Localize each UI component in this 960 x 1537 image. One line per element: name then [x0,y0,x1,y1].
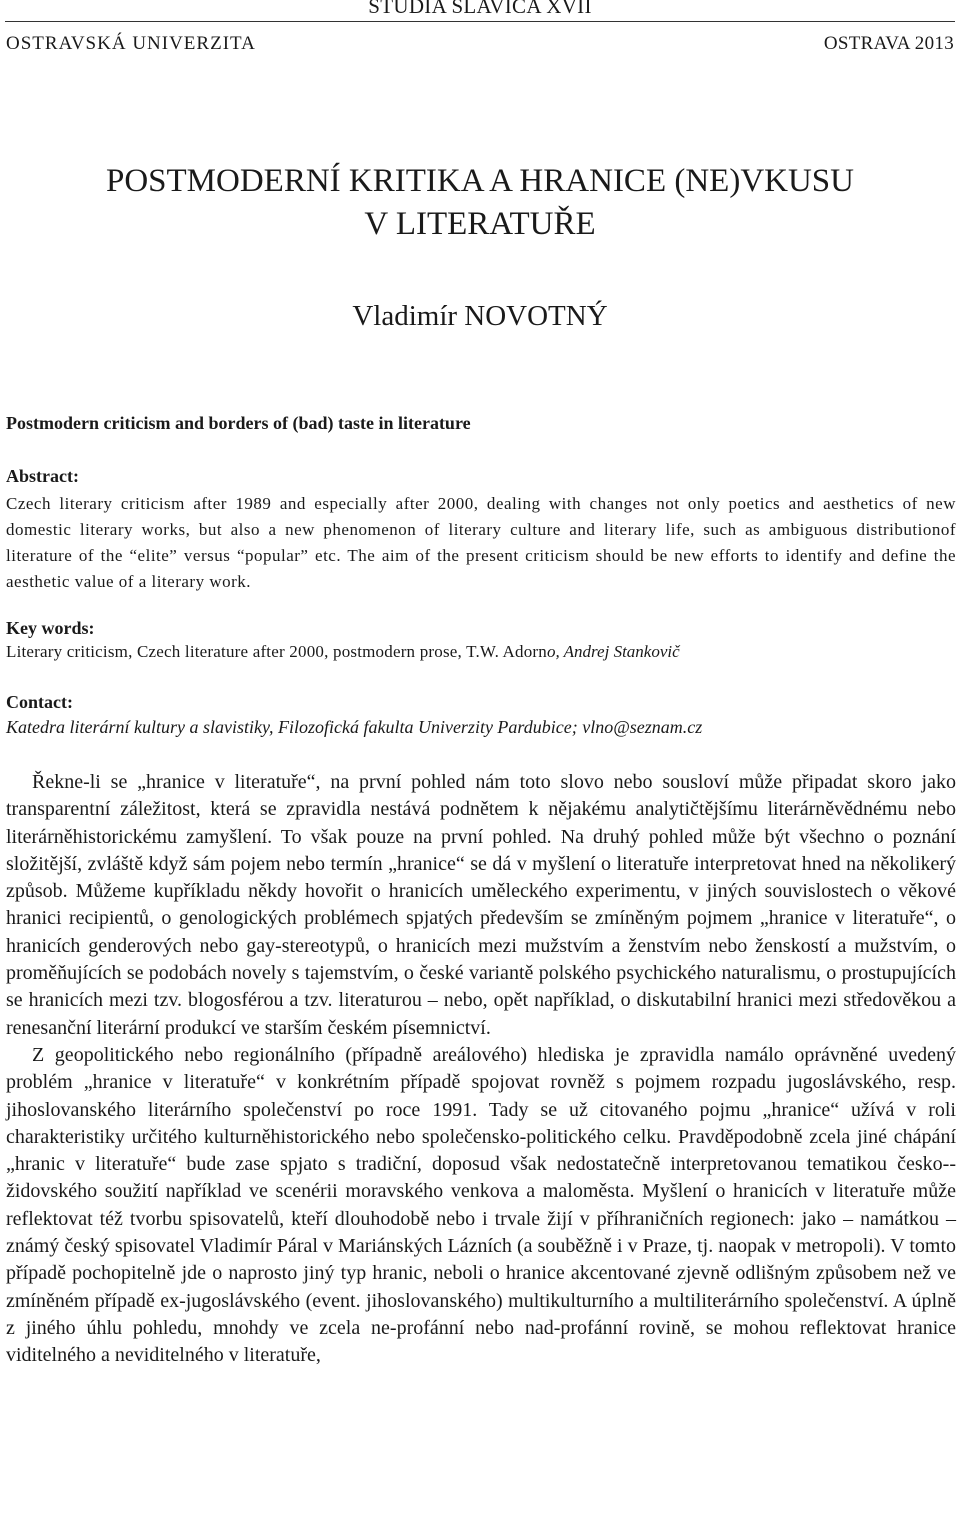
abstract-label: Abstract: [6,466,79,486]
body-paragraph-2: Z geopolitického nebo regionálního (případně areálového) hlediska je zpravidla namálo oprávněné uvedený problém „hranice v literatuře“ v konkrétním případě spojovat rovněž s pojmem rozpadu jugoslávského, resp. jihoslovanského literárního společenství po roce 1991. Tady se už citovaného pojmu „hranice“ užívá v roli charakteristiky určitého kulturněhistorického nebo společensko-politického celku. Pravděpodobně zcela jiné chápání „hranic v literatuře“ bude zase spjato s tradiční, doposud však nedostatečně interpretovanou tematikou česko--židovského soužití například ve scenérii moravského venkova a maloměsta. Myšlení o hranicích v literatuře může reflektovat též tvorbu spisovatelů, kteří dlouhodobě nebo i trvale žijí v příhraničních regionech: jako – namátkou – známý český spisovatel Vladimír Páral v Mariánských Lázních (a souběžně i v Praze, tj. naopak v metropoli). V tomto případě pochopitelně jde o naprosto jiný typ hranic, neboli o hranice akcentované zjevně odlišným způsobem než ve zmíněném případě ex-jugoslávského (event. jihoslovanského) multikulturního a multiliterárního společenství. A úplně z jiného úhlu pohledu, mnohdy ve zcela ne-profánní nebo nad-profánní rovině, se mohou reflektovat hranice viditelného a neviditelného v literatuře, [6,1043,956,1367]
keywords-text [6,642,680,662]
english-title: Postmodern criticism and borders of (bad) taste in literature [6,413,471,433]
publisher: OSTRAVSKÁ UNIVERZITA [6,33,256,54]
journal-name: STUDIA SLAVICA XVII [368,0,592,18]
title-line-2: V LITERATUŘE [364,206,596,242]
article-title [0,160,960,246]
publication-row [6,33,954,55]
keywords-label: Key words: [6,618,95,638]
place-year: OSTRAVA 2013 [823,33,954,54]
contact-label: Contact: [6,692,73,712]
header-rule [5,21,955,22]
keywords-italic: o, Andrej Stankovič [546,642,680,661]
article-body [6,769,956,1370]
author-name: Vladimír NOVOTNÝ [352,300,608,332]
contact-text: Katedra literární kultury a slavistiky, Filozofická fakulta Univerzity Pardubice; vlno@seznam.cz [6,717,703,737]
abstract-text: Czech literary criticism after 1989 and especially after 2000, dealing with changes not only poetics and aesthetics of new domestic literary works, but also a new phenomenon of literary culture and literary life, such as ambiguous distributionof literature of the “elite” versus “popular” etc. The aim of the present criticism should be new efforts to identify and define the aesthetic value of a literary work. [6,494,956,591]
title-line-1: POSTMODERNÍ KRITIKA A HRANICE (NE)VKUSU [105,163,854,199]
keywords-plain: Literary criticism, Czech literature after 2000, postmodern prose, T.W. Adorn [6,642,547,661]
body-paragraph-1: Řekne-li se „hranice v literatuře“, na první pohled nám toto slovo nebo sousloví může připadat skoro jako transparentní záležitost, která se zpravidla nestává podnětem k nějakému analytičtějšímu literárněvědnému nebo literárněhistorickému zamyšlení. To však pouze na první pohled. Na druhý pohled může být všechno o poznání složitější, zvláště když sám pojem nebo termín „hranice“ se dá v myšlení o literatuře interpretovat hned na několikerý způsob. Můžeme kupříkladu někdy hovořit o hranicích uměleckého experimentu, v jiných souvislostech o věkové hranici recipientů, o genologických problémech spjatých především se zmíněným pojmem „hranice v literatuře“, o hranicích genderových nebo gay-stereotypů, o hranicích mezi mužstvím a ženstvím nebo ženskostí a mužstvím, o proměňujících se podobách novely s tajemstvím, o české variantě polského psychického naturalismu, o prostupujících se hranicích mezi tzv. blogosférou a tzv. literaturou – nebo, opět například, o diskutabilní hranici mezi středověkou a renesanční literární produkcí ve starším českém písemnictví. [6,771,956,1039]
